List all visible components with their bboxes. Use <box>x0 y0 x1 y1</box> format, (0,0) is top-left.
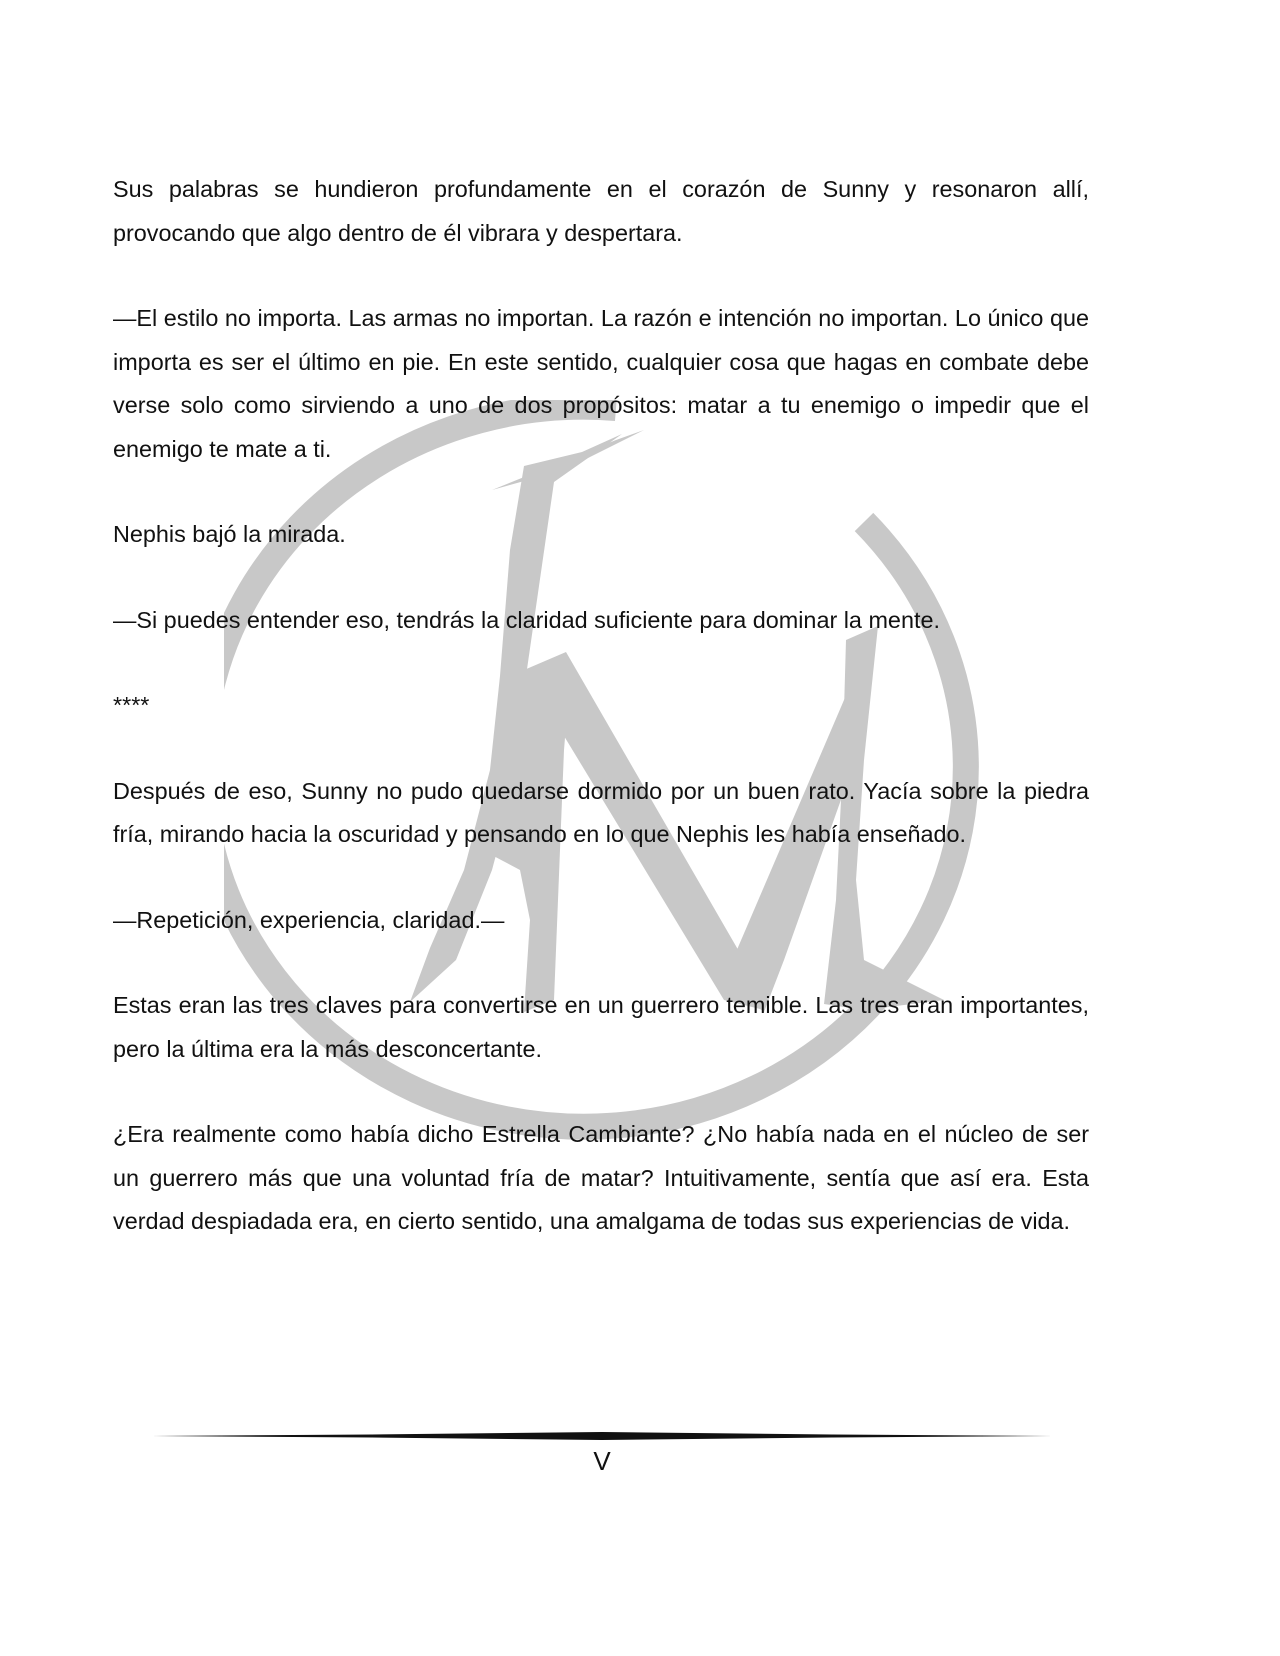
paragraph: Después de eso, Sunny no pudo quedarse dormido por un buen rato. Yacía sobre la piedra fría, mirando hacia la oscuridad y pensando en lo que Nephis les había enseñado. <box>113 777 1089 847</box>
paragraph: Nephis bajó la mirada. <box>113 521 346 547</box>
footer-divider <box>152 1428 1052 1444</box>
paragraph: —Repetición, experiencia, claridad.— <box>113 906 505 933</box>
paragraph: —Si puedes entender eso, tendrás la claridad suficiente para dominar la mente. <box>113 606 940 633</box>
page-number: V <box>593 1446 611 1476</box>
page-body <box>113 168 1089 1286</box>
paragraph: ¿Era realmente como había dicho Estrella Cambiante? ¿No había nada en el núcleo de ser un guerrero más que una voluntad fría de matar? Intuitivamente, sentía que así era. Esta verdad despiadada era, en cierto sentido, una amalgama de todas sus experiencias de vida. <box>113 1121 1089 1234</box>
paragraph: Estas eran las tres claves para convertirse en un guerrero temible. Las tres eran importantes, pero la última era la más desconcertante. <box>113 992 1089 1062</box>
paragraph: —El estilo no importa. Las armas no importan. La razón e intención no importan. Lo único que importa es ser el último en pie. En este sentido, cualquier cosa que hagas en combate debe verse solo como sirviendo a uno de dos propósitos: matar a tu enemigo o impedir que el enemigo te mate a ti. <box>113 305 1089 462</box>
section-separator: **** <box>113 692 150 718</box>
paragraph: Sus palabras se hundieron profundamente en el corazón de Sunny y resonaron allí, provocando que algo dentro de él vibrara y despertara. <box>113 176 1089 246</box>
